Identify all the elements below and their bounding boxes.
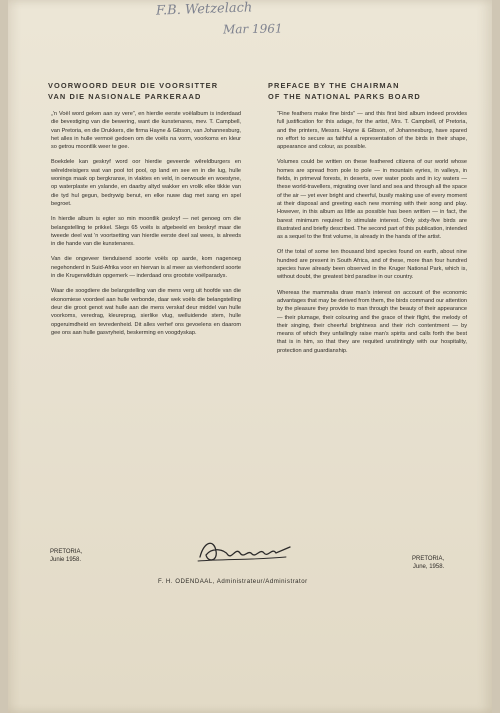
handwritten-signature bbox=[194, 533, 304, 567]
signatory-name: F. H. ODENDAAL, Administrateur/Administrator bbox=[158, 578, 308, 585]
afrikaans-heading-line-1: VOORWOORD DEUR DIE VOORSITTER bbox=[48, 81, 219, 90]
place-right: PRETORIA, bbox=[412, 556, 445, 562]
place-date-afrikaans bbox=[50, 548, 82, 564]
english-paragraph: Of the total of some ten thousand bird species found on earth, about nine hundred are present in South Africa, and of these, more than four hundred species have already been observed in the Kruger National Park, which is, without doubt, the greatest bird paradise in our country. bbox=[277, 249, 467, 281]
afrikaans-paragraph: „'n Voël word geken aan sy vere”, en hierdie eerste voëlalbum is inderdaad die bevestiging van die bewering, want die kunstenares, mev. T. Campbell, van Pretoria, en die Drukkers, die firma Hayne & Gibson, van Johannesburg, het alles in hulle vermoë gedoen om die voëls na vorm, voorkoms en kleur so getrou moontlik weer te gee. bbox=[51, 111, 241, 151]
english-paragraph: Whereas the mammalia draw man's interest on account of the economic advantages that may be derived from them, the birds command our attention by the pleasure they provide to man through the beauty of their appearance — their plumage, their colouring and the grace of their flight, the melody of their singing, their cheerful brightness and their rich contentment — by means of which they unfailingly raise man's spirits and calls forth the best that is in him, so that they are requited unstintingly with our hospitality, protection and guardianship. bbox=[277, 289, 467, 354]
english-heading-line-2: OF THE NATIONAL PARKS BOARD bbox=[268, 92, 421, 101]
english-paragraph: “Fine feathers make fine birds” — and this first bird album indeed provides full justification for this adage, for the artist, Mrs. T. Campbell, of Pretoria, and the printers, Messrs. Hayne & Gibson, of Johannesburg, have spared no effort to secure as faithful a representation of the birds in their shape, appearance and colour, as possible. bbox=[277, 111, 467, 151]
place-left: PRETORIA, bbox=[50, 549, 83, 555]
afrikaans-paragraph: Van die ongeveer tienduisend soorte voëls op aarde, kom nagenoeg negehonderd in Suid-Afrika voor en hiervan is al meer as vierhonderd soorte in die Krugerwildtuin opgemerk — inderdaad ons grootste voëlparadys. bbox=[51, 256, 241, 280]
afrikaans-column bbox=[51, 110, 241, 344]
afrikaans-paragraph: Boekdele kan geskryf word oor hierdie geveerde wêreldburgers en wêreldreisigers wat van pool tot pool, op land en see en in die lug, hulle wonings maak op bergkranse, in vlaktes en veld, in oerwoude en woestyne, op waterplaste en yslande, en daarby altyd wakker en vrolik elke tikkie van die tyd hul gegun, bedrywig benut, en elke nuwe dag met sang en spel begroet. bbox=[51, 159, 241, 207]
afrikaans-heading-line-2: VAN DIE NASIONALE PARKERAAD bbox=[48, 92, 202, 101]
afrikaans-heading bbox=[48, 80, 248, 102]
date-right: June, 1958. bbox=[412, 564, 445, 570]
handwritten-date: Mar 1961 bbox=[222, 21, 283, 37]
english-heading bbox=[268, 80, 468, 102]
date-left: Junie 1958. bbox=[50, 557, 82, 563]
document-page bbox=[8, 0, 492, 713]
place-date-english bbox=[412, 555, 444, 571]
english-paragraph: Volumes could be written on these feathered citizens of our world whose homes are spread from pole to pole — in mountain eyries, in valleys, in fields, in primeval forests, in deserts, over water pools and in icy waters — these world-travellers, migrating over land and sea and through all the space of the air — yet ever bright and cheerful, busily making use of every moment at their disposal and greeting each new morning with their song and play. However, in this album as little as possible has been written — in fact, the barest minimum required to stimulate interest. Only sixty-five birds are illustrated and briefly described. The second part of this publication, intended as a sequel to the first volume, is already in the hands of the artist. bbox=[277, 159, 467, 241]
english-heading-line-1: PREFACE BY THE CHAIRMAN bbox=[268, 81, 400, 90]
handwritten-owner-name: F.B. Wetzelach bbox=[155, 0, 253, 19]
afrikaans-paragraph: Waar die soogdiere die belangstelling van die mens verg uit hoofde van die ekonomiese voordeel aan hulle verbonde, daar wek voëls die belangstelling deur die groot genot wat hulle aan die mens verskaf deur middel van hulle voorkoms, veredrag, kleureprag, sierlike vlug, welluidende stem, hulle opgeruimdheid en tevredenheid. Dit alles verhef ons gevoelens en daarom gee ons aan hulle gasvryheid, beskerming en voogdyskap. bbox=[51, 288, 241, 336]
afrikaans-paragraph: In hierdie album is egter so min moontlik geskryf — net genoeg om die belangstelling te prikkel. Slegs 65 voëls is afgebeeld en beskryf maar die tweede deel wat 'n voortsetting van hierdie eerste deel sal wees, is alreeds in die hande van die kunstenares. bbox=[51, 216, 241, 248]
english-column bbox=[277, 110, 467, 362]
